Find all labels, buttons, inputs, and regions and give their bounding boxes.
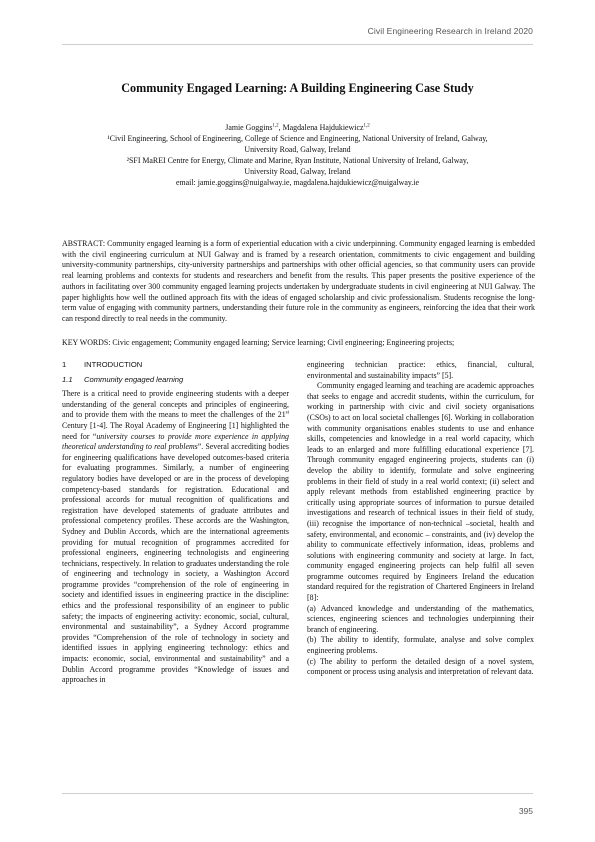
quoted-text: university courses to provide more experience in applying theoretical understanding to real problems bbox=[62, 431, 289, 452]
section-number: 1 bbox=[62, 360, 67, 369]
author-name-1: Jamie Goggins bbox=[225, 123, 273, 132]
subsection-heading bbox=[62, 375, 289, 386]
left-column bbox=[62, 360, 289, 686]
paper-title: Community Engaged Learning: A Building Engineering Case Study bbox=[121, 81, 474, 95]
superscript: st bbox=[285, 410, 289, 416]
header-rule bbox=[62, 44, 533, 45]
paragraph-text: ”. Several accrediting bodies for engineering qualifications have developed outcomes-based criteria for evaluating programmes. Similarly, a number of engineering regulatory bodies have developed or are in the process of developing competency-based standards for registration. Educational and professional accords for mutual recognition of qualifications and registration have developed statements of graduate attributes and professional competency profiles. These accords are the Washington, Sydney and Dublin Accords, which are the international agreements providing for mutual recognition of programmes accredited for professional engineers, engineering technologists and engineering technicians, respectively. In relation to graduates understanding the role of engineering and technology in society, a Washington Accord programme provides “comprehension of the role of engineering in society and identified issues in engineering practice in the discipline: ethics and the professional responsibility of an engineer to public safety; the impacts of engineering activity: economic, social, cultural, environmental and sustainability”, a Sydney Accord programme provides “Comprehension of the role of technology in society and identified issues in applying engineering technology: ethics and impacts: economic, social, environmental and sustainability” and a Dublin Accord programme provides “Knowledge of issues and approaches in bbox=[62, 442, 289, 685]
affiliation-2-line-1: ²SFI MaREI Centre for Energy, Climate and Marine, Ryan Institute, National University of Ireland, Galway, bbox=[126, 156, 469, 165]
right-column bbox=[307, 360, 534, 678]
author-line bbox=[40, 123, 555, 134]
section-heading bbox=[62, 360, 289, 371]
affiliation-1-line-2: University Road, Galway, Ireland bbox=[244, 145, 351, 154]
paragraph-text: There is a critical need to provide engineering students with a deeper understanding of the general concepts and principles of engineering, and to provide them with the means to meet the challenges of the 21 bbox=[62, 389, 289, 420]
keywords: KEY WORDS: Civic engagement; Community engaged learning; Service learning; Civil engineering; Engineering projects; bbox=[62, 338, 455, 347]
paragraph-text: Century [1-4]. The Royal Academy of Engineering [1] highlighted the need for “ bbox=[62, 420, 289, 441]
author-name-2: , Magdalena Hajdukiewicz bbox=[278, 123, 364, 132]
list-item: (a) Advanced knowledge and understanding of the mathematics, sciences, engineering sciences and technologies underpinning their branch of engineering. bbox=[307, 603, 534, 634]
list-item: (b) The ability to identify, formulate, analyse and solve complex engineering problems. bbox=[307, 635, 534, 656]
affiliation-1-line-1: ¹Civil Engineering, School of Engineering, College of Science and Engineering, National University of Ireland, Galway, bbox=[107, 134, 488, 143]
list-item: (c) The ability to perform the detailed design of a novel system, component or process using analysis and interpretation of relevant data. bbox=[307, 656, 534, 677]
footer-rule bbox=[62, 793, 533, 794]
affiliation-2-line-2: University Road, Galway, Ireland bbox=[244, 167, 351, 176]
author-affil-1: 1,2 bbox=[272, 123, 279, 129]
subsection-title: Community engaged learning bbox=[84, 374, 184, 384]
abstract: ABSTRACT: Community engaged learning is a form of experiential education with a civic underpinning. Community engaged learning is embedded with the civil engineering curriculum at NUI Galway and is framed by a research orientation, commitments to civic engagement and building university-community partnerships, city-university partnerships and partnerships with other official agencies, so that community users can provide real learning problems and contexts for students and researchers and benefit from the results. This paper presents the positive experience of the authors in facilitating over 300 community engaged learning projects undertaken by undergraduate students in civil engineering at NUI Galway. The paper highlights how well the outlined approach fits with the ideas of engaged scholarship and civic professionalism. Students recognise the long-term value of engaging with community partners, understanding their future role in the community as engineers, reinforcing the idea that their work can respond directly to real needs in the community. bbox=[62, 239, 535, 323]
author-emails: email: jamie.goggins@nuigalway.ie, magdalena.hajdukiewicz@nuigalway.ie bbox=[176, 178, 419, 187]
paragraph: engineering technician practice: ethics, financial, cultural, environmental and sustainability impacts” [5]. bbox=[307, 360, 534, 380]
section-title: INTRODUCTION bbox=[84, 360, 143, 369]
author-affil-2: 1,2 bbox=[363, 123, 370, 129]
running-header: Civil Engineering Research in Ireland 2020 bbox=[367, 26, 533, 36]
subsection-number: 1.1 bbox=[62, 374, 73, 384]
paragraph: Community engaged learning and teaching are academic approaches that seeks to engage and accredit students, within the curriculum, for working in partnership with civic and civil society organisations (CSOs) to act on local societal challenges [6]. Working in collaboration with community organisations enables students to use and enhance skills, competencies and knowledge in a real world capacity, which leads to an enlarged and more fulfilling educational experience [7]. Through community engaged engineering projects, students can (i) develop the ability to identify, formulate and solve engineering problems in their field of study in a real world context; (ii) select and apply relevant methods from established engineering practice by critically using appropriate sources of information to pursue detailed investigations and research of technical issues in their field of study, (iii) recognise the importance of non-technical –societal, health and safety, environmental, and economic – constraints, and (iv) develop the ability to communicate effectively information, ideas, problems and solutions with engineering community and society at large. In fact, community engaged engineering projects can help fulfil all seven programme outcomes required by Engineers Ireland the education standard required for the registration of Chartered Engineers in Ireland [8]: bbox=[307, 381, 534, 603]
paragraph bbox=[62, 389, 289, 686]
page-number: 395 bbox=[518, 806, 533, 816]
